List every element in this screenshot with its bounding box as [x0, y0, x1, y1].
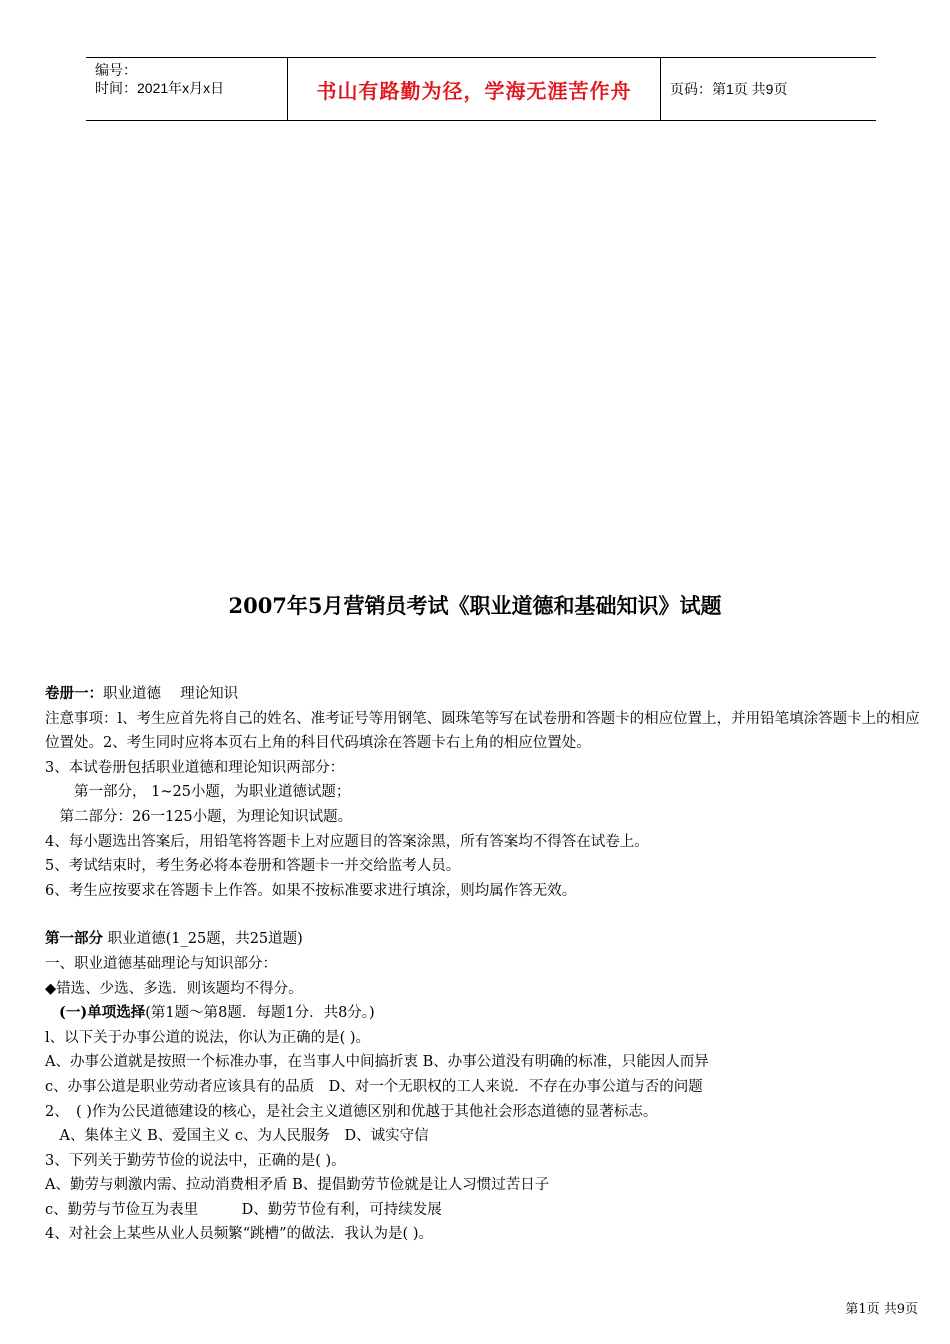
header-table	[86, 57, 876, 121]
section-heading: 一、职业道德基础理论与知识部分：	[45, 955, 277, 972]
spacer	[45, 903, 925, 927]
notice-line: 第二部分：26一125小题，为理论知识试题。	[45, 808, 353, 825]
question-line: A、集体主义 B、爱国主义 c、为人民服务 D、诚实守信	[45, 1128, 429, 1145]
part1-text: 职业道德(1_25题，共25道题)	[103, 931, 303, 948]
header-motto-cell	[288, 58, 661, 120]
part1-heading	[45, 927, 925, 952]
single-choice-heading	[45, 1001, 925, 1026]
volume-label: 卷册一：	[45, 685, 103, 702]
document-body	[45, 682, 925, 1247]
single-choice-label: (一)单项选择	[59, 1004, 146, 1022]
notice-line: 第一部分， 1~25小题，为职业道德试题；	[45, 784, 351, 801]
question-line: 3、下列关于勤劳节俭的说法中，正确的是( )。	[45, 1152, 346, 1169]
notice-line: 3、本试卷册包括职业道德和理论知识两部分：	[45, 759, 345, 776]
volume-text: 职业道德 理论知识	[103, 686, 239, 702]
question-line: 4、对社会上某些从业人员频繁“跳槽”的做法．我认为是( )。	[45, 1226, 433, 1243]
header-page-cell	[661, 58, 876, 120]
question-line: c、勤劳与节俭互为表里 D、勤劳节俭有利，可持续发展	[45, 1201, 442, 1218]
notice-line: 5、考试结束时，考生务必将本卷册和答题卡一并交给监考人员。	[45, 858, 461, 875]
notice-line: 4、每小题选出答案后，用铅笔将答题卡上对应题目的答案涂黑，所有答案均不得答在试卷上。	[45, 833, 649, 850]
page-label: 页码：第1页 共9页	[670, 81, 788, 97]
motto: 书山有路勤为径，学海无涯苦作舟	[316, 78, 632, 103]
rule-line: ◆错选、少选、多选．则该题均不得分。	[45, 980, 303, 997]
question-line: 2、 ( )作为公民道德建设的核心，是社会主义道德区别和优越于其他社会形态道德的显著标志。	[45, 1103, 658, 1120]
part1-label: 第一部分	[45, 930, 103, 948]
volume-line	[45, 682, 925, 707]
question-line: A、勤劳与刺激内需、拉动消费相矛盾 B、提倡勤劳节俭就是让人习惯过苦日子	[45, 1177, 550, 1194]
document-title: 2007年5月营销员考试《职业道德和基础知识》试题	[228, 593, 722, 618]
time-label: 时间：2021年x月x日	[95, 80, 225, 96]
question-line: l、以下关于办事公道的说法，你认为正确的是( )。	[45, 1029, 371, 1046]
question-line: A、办事公道就是按照一个标准办事，在当事人中间搞折衷 B、办事公道没有明确的标准，只能因人而异	[45, 1054, 709, 1071]
page-footer: 第1页 共9页	[845, 1302, 918, 1317]
number-label: 编号：	[95, 62, 137, 78]
header-info-cell	[86, 58, 288, 120]
notice-line: 注意事项：l、考生应首先将自己的姓名、准考证号等用钢笔、圆珠笔等写在试卷册和答题卡的相应位置上，并用铅笔填涂答题卡上的相应位置处。2、考生同时应将本页右上角的科目代码填涂在答题卡右上角的相应位置处。	[45, 710, 920, 752]
notice-line: 6、考生应按要求在答题卡上作答。如果不按标准要求进行填涂，则均属作答无效。	[45, 882, 577, 899]
question-line: c、办事公道是职业劳动者应该具有的品质 D、对一个无职权的工人来说．不存在办事公道与否的问题	[45, 1078, 703, 1095]
single-choice-text: (第1题～第8题．每题1分．共8分。)	[145, 1005, 375, 1022]
